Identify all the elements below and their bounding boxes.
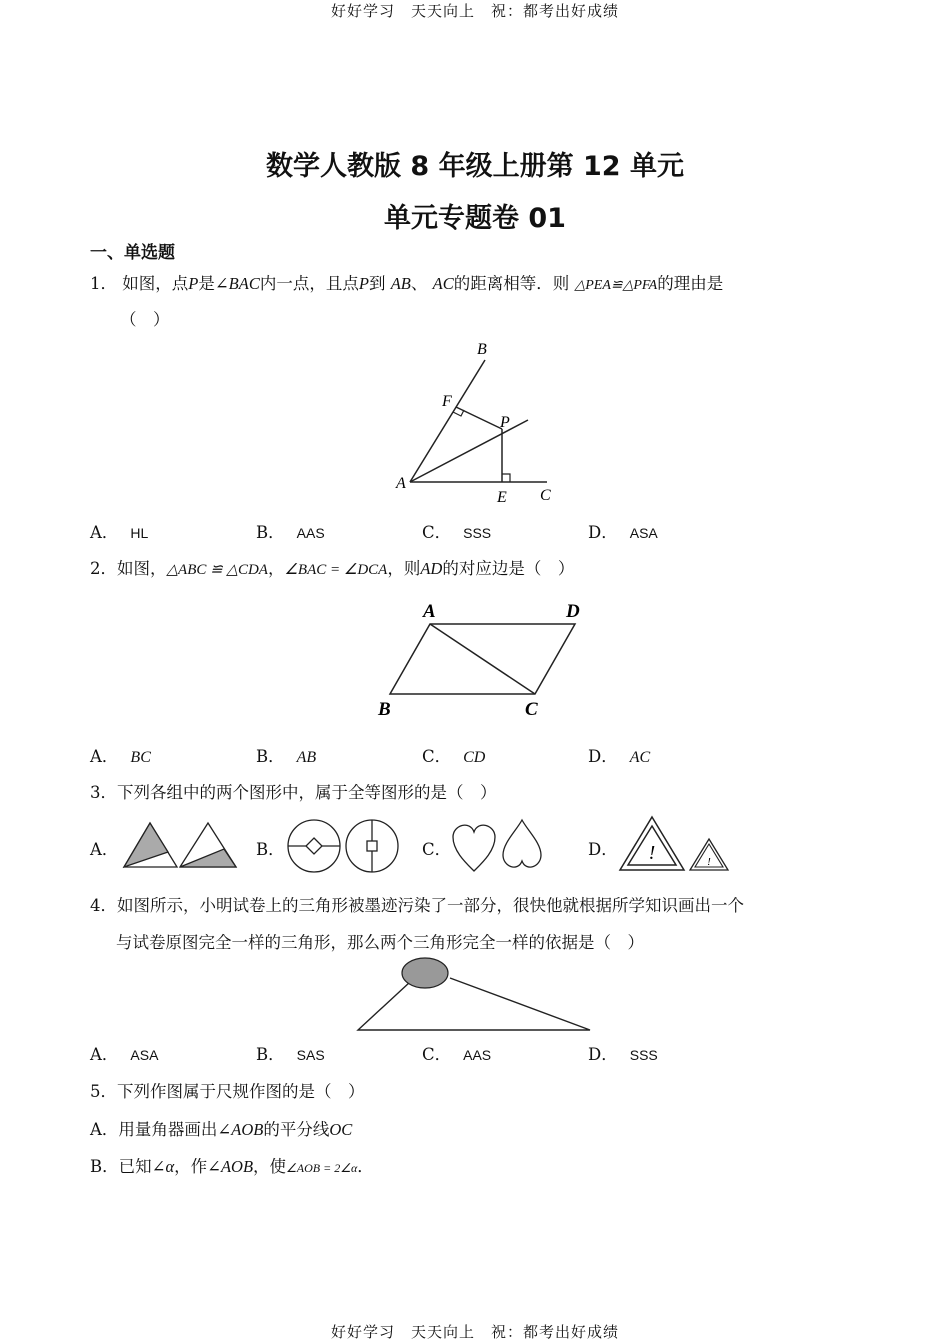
q1-text: 的距离相等．则	[453, 274, 570, 293]
square-shape	[367, 841, 377, 851]
q2-math: ∠BAC = ∠DCA	[284, 562, 388, 578]
q1-option-d[interactable]	[588, 519, 658, 543]
option-text: ，作∠	[174, 1157, 221, 1176]
option-letter: A．	[90, 1045, 119, 1064]
q2-math: △ABC ≌ △CDA	[166, 562, 268, 578]
option-letter: A．	[90, 747, 119, 766]
option-math: AOB	[220, 1157, 254, 1176]
option-letter: D．	[588, 747, 618, 766]
option-text: ，使	[253, 1157, 287, 1176]
q3-option-d-letter[interactable]: D．	[588, 840, 618, 859]
label-C: C	[525, 699, 538, 720]
q1-text: 到	[368, 274, 386, 293]
q3-option-c-letter[interactable]: C．	[422, 840, 452, 859]
question-2-stem	[90, 555, 574, 579]
right-angle-F	[453, 410, 464, 416]
figure-angle-bisector	[380, 335, 580, 510]
option-text: AAS	[463, 1047, 492, 1063]
question-number: 4．	[90, 896, 117, 915]
question-5-stem	[90, 1078, 365, 1102]
q1-option-c[interactable]	[422, 519, 491, 543]
option-text: 用量角器画出∠	[118, 1120, 232, 1139]
option-text: ASA	[130, 1047, 159, 1063]
option-text: CD	[463, 749, 486, 766]
option-text: AC	[629, 749, 651, 766]
q1-math: △PEA≌△PFA	[574, 278, 658, 293]
question-number: 1．	[90, 274, 117, 293]
option-text: ASA	[629, 525, 658, 541]
option-letter: D．	[588, 1045, 618, 1064]
q1-math: AC	[432, 274, 454, 293]
option-text: 的平分线	[263, 1120, 330, 1139]
question-3-stem	[90, 779, 497, 803]
q4-option-c[interactable]	[422, 1041, 491, 1065]
q1-text: 如图，点	[122, 274, 189, 293]
option-letter: B．	[256, 747, 285, 766]
q3-option-a-figure[interactable]	[120, 818, 240, 872]
q1-math: P	[358, 274, 369, 293]
q2-text: 的对应边是（ ）	[442, 559, 575, 578]
q1-option-b[interactable]	[256, 519, 325, 543]
figure-stained-triangle	[350, 952, 600, 1036]
page-footer: 好好学习 天天向上 祝：都考出好成绩	[330, 1323, 619, 1341]
q2-option-d[interactable]	[588, 743, 650, 767]
question-4-stem-line1	[90, 892, 744, 916]
option-math: AOB	[231, 1120, 264, 1139]
q4-option-b[interactable]	[256, 1041, 325, 1065]
question-number: 2．	[90, 559, 117, 578]
page-subtitle: 单元专题卷 01	[384, 203, 566, 234]
label-D: D	[566, 601, 580, 622]
exclamation-icon: !	[648, 842, 656, 864]
label-P: P	[500, 414, 510, 431]
q3-option-a-letter[interactable]: A．	[90, 840, 119, 859]
label-B: B	[477, 341, 487, 358]
question-4-stem-line2: 与试卷原图完全一样的三角形，那么两个三角形完全一样的依据是（ ）	[116, 933, 644, 952]
option-letter: D．	[588, 523, 618, 542]
label-F: F	[442, 393, 452, 410]
q3-option-d-figure[interactable]	[618, 813, 733, 873]
ink-stain	[402, 958, 448, 988]
option-math: OC	[329, 1120, 353, 1139]
q5-option-b[interactable]	[90, 1153, 374, 1177]
q4-option-a[interactable]	[90, 1041, 158, 1065]
option-letter: A．	[90, 523, 119, 542]
diagonal-AC	[430, 624, 535, 694]
option-text: AAS	[296, 525, 325, 541]
answer-paren: （ ）	[120, 310, 170, 329]
q1-text: 是∠	[198, 274, 229, 293]
page-title: 数学人教版 8 年级上册第 12 单元	[266, 151, 684, 182]
q2-math: AD	[420, 559, 443, 578]
q3-option-c-figure[interactable]	[450, 817, 550, 875]
option-text: HL	[130, 525, 149, 541]
q1-math: AB	[390, 274, 411, 293]
segment-PF	[456, 407, 502, 429]
option-letter: C．	[422, 1045, 452, 1064]
q1-option-a[interactable]	[90, 519, 148, 543]
label-C: C	[540, 487, 551, 504]
q1-math: BAC	[228, 274, 260, 293]
inverted-heart-shape	[503, 820, 541, 867]
option-text: 已知∠	[118, 1157, 166, 1176]
page-header: 好好学习 天天向上 祝：都考出好成绩	[330, 2, 619, 20]
q4-text: 如图所示，小明试卷上的三角形被墨迹污染了一部分，很快他就根据所学知识画出一个	[117, 896, 744, 915]
option-text: AB	[296, 749, 317, 766]
option-text: BC	[130, 749, 151, 766]
option-text: SSS	[463, 525, 492, 541]
q2-option-c[interactable]	[422, 743, 485, 767]
right-angle-E	[502, 474, 510, 482]
question-number: 5．	[90, 1082, 117, 1101]
option-text: ．	[357, 1157, 374, 1176]
q2-option-b[interactable]	[256, 743, 316, 767]
q1-text: 的理由是	[657, 274, 724, 293]
q1-math: P	[188, 274, 199, 293]
question-1-stem	[90, 270, 723, 294]
q3-option-b-letter[interactable]: B．	[256, 840, 285, 859]
option-letter: B．	[256, 1045, 285, 1064]
q2-option-a[interactable]	[90, 743, 151, 767]
label-A: A	[423, 601, 436, 622]
option-text: SSS	[629, 1047, 658, 1063]
exclamation-icon: !	[707, 856, 711, 868]
section-heading: 一、单选题	[90, 243, 175, 263]
q3-text: 下列各组中的两个图形中，属于全等图形的是（ ）	[117, 783, 497, 802]
q1-text: 、	[410, 274, 428, 293]
q3-option-b-figure[interactable]	[285, 817, 403, 875]
q2-text: ，则	[387, 559, 421, 578]
label-B: B	[378, 699, 391, 720]
q5-option-a[interactable]	[90, 1116, 352, 1140]
heart-shape	[453, 825, 495, 871]
option-text: SAS	[296, 1047, 325, 1063]
q1-text: 内一点，且点	[259, 274, 359, 293]
option-letter: C．	[422, 523, 452, 542]
option-letter: A．	[90, 1120, 119, 1139]
q5-text: 下列作图属于尺规作图的是（ ）	[117, 1082, 365, 1101]
q4-option-d[interactable]	[588, 1041, 658, 1065]
figure-parallelogram	[370, 595, 600, 725]
label-A: A	[396, 475, 406, 492]
option-math: ∠AOB = 2∠α	[286, 1161, 358, 1175]
question-number: 3．	[90, 783, 117, 802]
q2-text: 如图，	[117, 559, 167, 578]
option-letter: B．	[256, 523, 285, 542]
option-math: α	[165, 1157, 175, 1176]
label-E: E	[497, 489, 507, 506]
ray-AB	[410, 360, 485, 482]
option-letter: B．	[90, 1157, 119, 1176]
ray-AP	[410, 420, 528, 482]
triangle-outline	[358, 978, 590, 1030]
option-letter: C．	[422, 747, 452, 766]
q2-text: ，	[267, 559, 285, 578]
